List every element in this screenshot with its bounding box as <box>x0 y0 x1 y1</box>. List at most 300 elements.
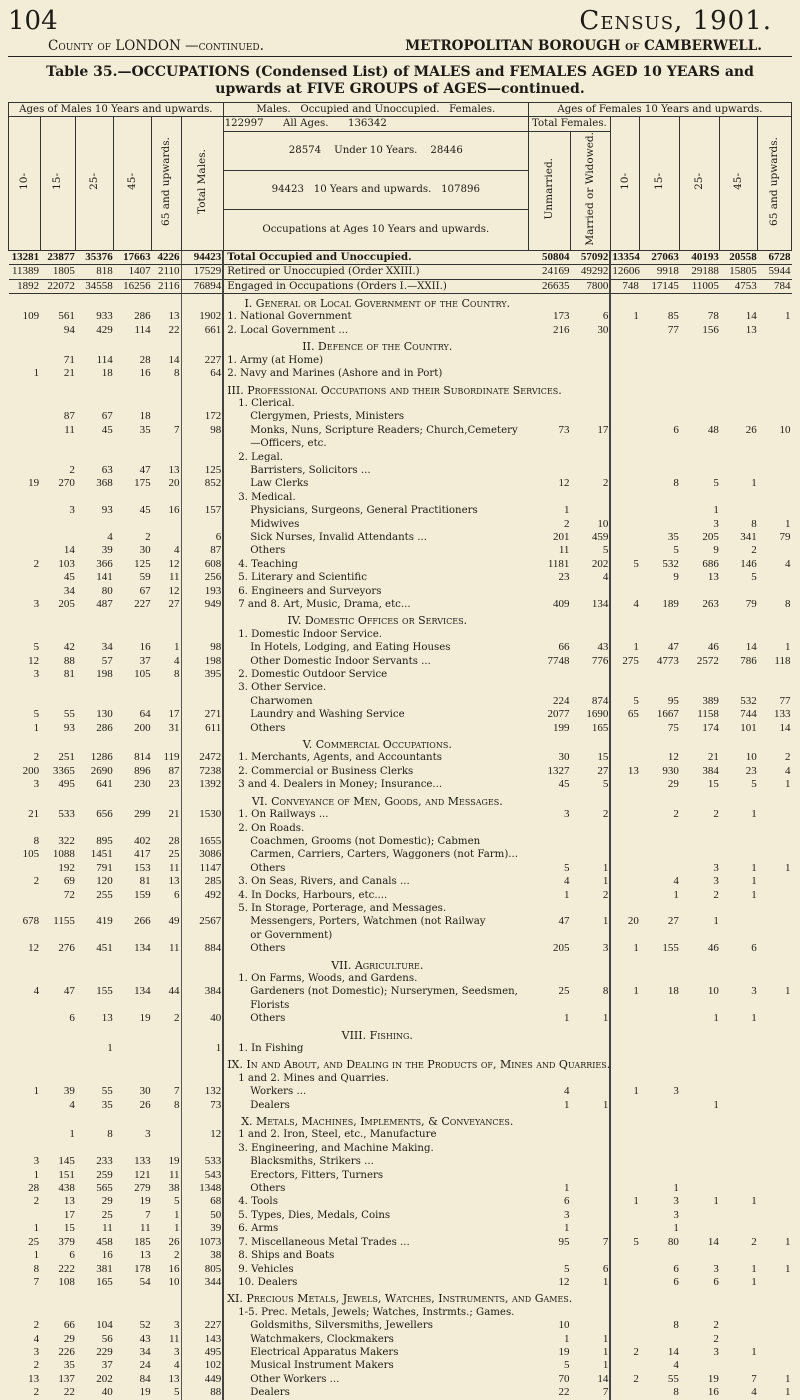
female-value <box>610 1359 639 1372</box>
male-value: 23877 <box>40 250 76 264</box>
female-value: 47 <box>667 641 679 654</box>
county-header <box>8 36 792 57</box>
occupation-name: Electrical Apparatus Makers <box>250 1346 399 1358</box>
male-value <box>40 1142 76 1155</box>
female-value <box>570 1169 610 1182</box>
female-value <box>758 808 792 821</box>
male-value: 12 <box>28 942 40 955</box>
section-title: XI. Precious Metals, Jewels, Watches, Instruments, and Games. <box>227 1292 573 1306</box>
female-value <box>758 902 792 915</box>
female-value <box>570 1222 610 1235</box>
female-value <box>758 1319 792 1332</box>
female-value <box>758 668 792 681</box>
under10-row: 28574 Under 10 Years. 28446 <box>223 131 528 170</box>
male-value: 2116 <box>152 279 181 293</box>
male-value: 19 <box>28 477 40 490</box>
male-value <box>9 889 41 902</box>
female-value: 1 <box>751 1275 757 1288</box>
females-label: Females. <box>449 104 496 115</box>
female-value <box>680 668 720 681</box>
female-value <box>610 668 639 681</box>
male-value: 11 <box>102 1222 113 1235</box>
male-value: 94423 <box>181 250 223 264</box>
male-value <box>9 1128 41 1141</box>
male-value <box>152 902 181 915</box>
male-value: 37 <box>139 654 151 667</box>
female-value <box>680 464 720 477</box>
female-value <box>610 1386 639 1399</box>
occupation-name: 2. Domestic Outdoor Service <box>238 669 388 681</box>
female-value <box>720 1142 758 1155</box>
female-value <box>610 1249 639 1262</box>
f-col-married: Married or Widowed. <box>570 131 610 250</box>
male-value: 43 <box>139 1332 151 1345</box>
female-value: 12606 <box>612 265 640 278</box>
female-value <box>680 628 720 641</box>
male-value: 80 <box>101 584 113 597</box>
male-value: 533 <box>58 808 75 821</box>
female-value: 27 <box>570 765 610 778</box>
female-value <box>758 1359 792 1372</box>
female-value <box>528 1072 570 1085</box>
female-value: 2 <box>713 888 719 901</box>
female-value <box>758 504 792 517</box>
male-value <box>9 972 41 985</box>
female-value: 7 <box>570 1386 610 1399</box>
occupation-name: 4. Tools <box>238 1196 278 1208</box>
occupation-name: Carmen, Carriers, Carters, Waggoners (not Farm)... <box>250 849 519 861</box>
male-value: 543 <box>181 1169 223 1182</box>
female-value <box>640 1099 680 1112</box>
female-value <box>720 1359 758 1372</box>
table-row <box>9 464 792 477</box>
male-value: 64 <box>139 708 151 721</box>
male-value <box>181 929 223 942</box>
female-value: 1181 <box>547 557 570 570</box>
female-value <box>610 1209 639 1222</box>
female-value <box>680 1042 720 1055</box>
female-value: 15 <box>707 778 719 791</box>
occupation-name: Others <box>250 862 286 874</box>
section-title: IX. In and About, and Dealing in the Products of, Mines and Quarries. <box>227 1058 611 1072</box>
male-value: 28 <box>152 835 181 848</box>
female-value: 23 <box>558 571 570 584</box>
male-value: 1407 <box>114 265 152 279</box>
female-value <box>528 410 570 423</box>
female-value <box>680 999 720 1012</box>
male-value: 1286 <box>90 751 113 764</box>
male-value: 109 <box>22 310 40 323</box>
male-value: 13 <box>152 875 181 888</box>
table-row <box>9 1386 792 1399</box>
female-value <box>680 1249 720 1262</box>
male-value <box>40 491 76 504</box>
female-value: 199 <box>552 721 570 734</box>
male-value: 3 <box>33 778 40 791</box>
section-heading <box>9 381 792 397</box>
male-value: 852 <box>181 477 223 490</box>
section-heading <box>9 735 792 751</box>
male-value: 155 <box>96 985 113 998</box>
female-value: 1 <box>751 808 757 821</box>
male-value: 3086 <box>181 848 223 861</box>
male-value: 125 <box>181 464 223 477</box>
male-value <box>152 822 181 835</box>
female-value <box>610 681 639 694</box>
female-value: 4 <box>570 571 610 584</box>
male-value: 1805 <box>40 265 76 279</box>
male-value: 233 <box>96 1155 113 1168</box>
occupation-name: Barristers, Solicitors ... <box>250 464 371 476</box>
female-value <box>528 848 570 861</box>
female-value <box>610 1142 639 1155</box>
female-value: 1 <box>785 1235 791 1248</box>
male-value <box>114 1042 152 1055</box>
female-value <box>610 437 639 450</box>
female-value: 2 <box>570 889 610 902</box>
male-value <box>152 397 181 410</box>
male-value: 2 <box>145 530 151 543</box>
female-value: 26635 <box>528 279 570 293</box>
table-title-line1: Table 35.—OCCUPATIONS (Condensed List) of MALES and FEMALES AGED 10 YEARS and <box>46 64 754 80</box>
female-value <box>528 1042 570 1055</box>
occupation-name: or Government) <box>250 929 333 941</box>
male-value: 1530 <box>181 808 223 821</box>
section-title: II. Defence of the Country. <box>302 340 453 354</box>
table-row <box>9 929 792 942</box>
male-value <box>181 1142 223 1155</box>
occupation-name: Messengers, Porters, Watchmen (not Railway <box>250 916 486 928</box>
female-value <box>680 835 720 848</box>
female-value: 224 <box>552 694 570 707</box>
male-value: 395 <box>181 668 223 681</box>
male-value <box>181 695 223 708</box>
male-value: 8 <box>33 1262 40 1275</box>
female-value <box>640 491 680 504</box>
male-value <box>9 354 41 367</box>
female-value <box>720 464 758 477</box>
male-value: 11389 <box>9 265 41 279</box>
female-value <box>758 397 792 410</box>
female-value: 5 <box>563 861 570 874</box>
male-value: 11 <box>152 1169 181 1182</box>
female-value <box>640 1042 680 1055</box>
table-row <box>9 765 792 778</box>
f-col-45: 45- <box>720 117 758 250</box>
male-value <box>9 437 41 450</box>
female-value: 686 <box>702 557 719 570</box>
table-row <box>9 1346 792 1359</box>
male-value: 26 <box>152 1236 181 1249</box>
table-row <box>9 1142 792 1155</box>
male-value <box>9 585 41 598</box>
female-value <box>610 1128 639 1141</box>
occupation-name: 2. Navy and Marines (Ashore and in Port) <box>227 368 443 380</box>
males-label: Males. <box>256 104 291 115</box>
table-row <box>9 942 792 955</box>
female-value: 4 <box>673 875 679 888</box>
female-value: 275 <box>622 654 639 667</box>
female-value: 1690 <box>570 708 610 721</box>
female-value <box>610 1222 639 1235</box>
occupation-name: 8. Ships and Boats <box>238 1250 335 1262</box>
section-heading <box>9 294 792 311</box>
male-value: 34558 <box>76 279 114 293</box>
male-value: 37 <box>101 1359 113 1372</box>
female-value: 14 <box>570 1373 610 1386</box>
male-value: 1 <box>33 1168 40 1181</box>
female-value <box>720 504 758 517</box>
occupation-name: 1. National Government <box>227 311 352 323</box>
male-value: 805 <box>181 1263 223 1276</box>
female-value <box>720 1306 758 1319</box>
male-value <box>152 1042 181 1055</box>
female-value: 5944 <box>758 265 792 279</box>
female-value <box>610 571 639 584</box>
male-value: 1 <box>69 1128 75 1141</box>
male-value: 4 <box>107 530 113 543</box>
table-row <box>9 1249 792 1262</box>
female-value <box>610 751 639 764</box>
male-value <box>114 1306 152 1319</box>
female-value: 1 <box>751 1262 757 1275</box>
male-value: 45 <box>63 571 75 584</box>
male-value: 29 <box>63 1332 75 1345</box>
female-value: 40193 <box>680 250 720 264</box>
female-value: 26 <box>745 423 757 436</box>
female-value: 202 <box>570 558 610 571</box>
female-value: 3 <box>713 517 719 530</box>
female-value <box>640 1012 680 1025</box>
male-value <box>76 1306 114 1319</box>
male-value: 157 <box>181 504 223 517</box>
table-row <box>9 324 792 337</box>
female-value <box>758 628 792 641</box>
male-value <box>76 822 114 835</box>
female-value: 3 <box>673 1208 679 1221</box>
female-value <box>640 1072 680 1085</box>
male-value <box>114 695 152 708</box>
female-value <box>610 835 639 848</box>
table-row <box>9 1099 792 1112</box>
male-value <box>152 410 181 423</box>
female-value <box>610 544 639 557</box>
female-value: 23 <box>745 764 757 777</box>
male-value: 22072 <box>40 279 76 293</box>
female-value <box>528 999 570 1012</box>
male-value: 67 <box>139 584 151 597</box>
female-value <box>680 1085 720 1098</box>
male-value: 192 <box>58 861 75 874</box>
female-value: 1 <box>563 1098 570 1111</box>
male-value: 19 <box>139 1386 151 1399</box>
male-value <box>76 695 114 708</box>
male-value: 16256 <box>114 279 152 293</box>
female-value <box>610 491 639 504</box>
female-value <box>528 451 570 464</box>
male-value <box>40 695 76 708</box>
borough-label: METROPOLITAN BOROUGH of CAMBERWELL. <box>405 38 762 54</box>
female-value <box>720 848 758 861</box>
female-value: 6 <box>751 942 757 955</box>
section-title: X. Metals, Machines, Implements, & Conveyances. <box>241 1115 514 1129</box>
female-value <box>528 585 570 598</box>
male-value: 178 <box>134 1262 151 1275</box>
female-value: 19 <box>707 1372 719 1385</box>
female-value: 1 <box>751 1345 757 1358</box>
female-value: 35 <box>667 530 679 543</box>
male-value: 19 <box>139 1012 151 1025</box>
occupation-name: 4. Teaching <box>238 558 298 570</box>
male-value: 44 <box>152 985 181 998</box>
male-value: 119 <box>152 751 181 764</box>
female-value <box>640 628 680 641</box>
male-value: 417 <box>134 848 151 861</box>
male-value: 3 <box>33 1345 40 1358</box>
female-value: 1667 <box>656 708 679 721</box>
occupation-name: 5. In Storage, Porterage, and Messages. <box>238 902 447 914</box>
section-heading <box>9 792 792 808</box>
male-value: 381 <box>96 1262 113 1275</box>
male-value: 120 <box>96 875 113 888</box>
male-value: 47 <box>63 985 75 998</box>
female-value: 4753 <box>720 279 758 293</box>
occupation-name: Others <box>250 1183 286 1195</box>
female-value <box>528 628 570 641</box>
section-title: I. General or Local Government of the Country. <box>244 297 511 311</box>
female-value <box>570 1319 610 1332</box>
male-value: 13 <box>152 464 181 477</box>
female-value <box>680 929 720 942</box>
female-value: 1 <box>633 641 639 654</box>
female-value <box>528 1249 570 1262</box>
table-row <box>9 451 792 464</box>
female-value: 27 <box>667 915 679 928</box>
section-title: VII. Agriculture. <box>331 958 424 972</box>
female-value <box>720 437 758 450</box>
female-value: 21 <box>707 751 719 764</box>
female-value <box>720 1099 758 1112</box>
female-value <box>758 477 792 490</box>
female-value <box>570 1195 610 1208</box>
female-value <box>528 1155 570 1168</box>
female-value: 85 <box>667 310 679 323</box>
male-value <box>76 437 114 450</box>
female-value <box>570 1182 610 1195</box>
female-value: 2 <box>785 751 791 764</box>
female-value <box>610 504 639 517</box>
male-value: 81 <box>139 875 151 888</box>
male-value <box>9 410 41 423</box>
female-value <box>610 1182 639 1195</box>
running-title: Census, 1901. <box>579 6 772 36</box>
male-value: 227 <box>181 354 223 367</box>
male-value: 611 <box>181 722 223 735</box>
male-value: 15 <box>63 1222 75 1235</box>
male-value: 193 <box>181 585 223 598</box>
occupation-name: Goldsmiths, Silversmiths, Jewellers <box>250 1320 433 1332</box>
female-value <box>720 1169 758 1182</box>
female-value: 65 <box>627 708 639 721</box>
female-value <box>758 437 792 450</box>
occupations-table <box>8 102 792 1400</box>
female-value: 134 <box>570 598 610 611</box>
female-value <box>528 681 570 694</box>
male-value: 4 <box>152 655 181 668</box>
f-col-65: 65 and upwards. <box>758 117 792 250</box>
male-value: 2 <box>152 1249 181 1262</box>
occupation-name: Sick Nurses, Invalid Attendants ... <box>250 531 427 543</box>
male-value: 895 <box>96 834 113 847</box>
female-value <box>640 518 680 531</box>
male-value: 22 <box>63 1386 75 1399</box>
female-value <box>758 1155 792 1168</box>
male-value: 98 <box>181 641 223 654</box>
female-value <box>570 1249 610 1262</box>
female-value <box>610 778 639 791</box>
male-value <box>40 999 76 1012</box>
female-value <box>680 1306 720 1319</box>
male-value: 185 <box>134 1235 151 1248</box>
male-value: 25 <box>101 1208 113 1221</box>
male-value: 13 <box>139 1249 151 1262</box>
female-value <box>758 410 792 423</box>
female-value <box>758 972 792 985</box>
male-value: 256 <box>181 571 223 584</box>
female-value <box>680 902 720 915</box>
male-value: 299 <box>134 808 151 821</box>
male-value: 8 <box>152 367 181 380</box>
female-value <box>610 1042 639 1055</box>
male-value: 8 <box>152 668 181 681</box>
female-value: 384 <box>702 764 719 777</box>
occupation-name: Other Workers ... <box>250 1373 340 1385</box>
male-value: 28 <box>28 1182 40 1195</box>
female-value <box>570 437 610 450</box>
male-value: 38 <box>152 1182 181 1195</box>
female-value: 4 <box>563 1085 570 1098</box>
male-value: 4 <box>33 985 40 998</box>
female-value <box>758 1085 792 1098</box>
female-value <box>610 1263 639 1276</box>
male-value: 6 <box>69 1012 75 1025</box>
table-row <box>9 695 792 708</box>
female-value <box>720 972 758 985</box>
occupation-name: Other Domestic Indoor Servants ... <box>250 655 431 667</box>
female-value <box>680 451 720 464</box>
female-value: 3 <box>713 861 719 874</box>
table-row <box>9 558 792 571</box>
female-value <box>528 929 570 942</box>
male-value <box>181 1072 223 1085</box>
female-value <box>720 1209 758 1222</box>
occupation-name: 5. Literary and Scientific <box>238 572 367 584</box>
male-value: 495 <box>181 1346 223 1359</box>
female-value: 78 <box>707 310 719 323</box>
male-value <box>152 929 181 942</box>
male-value: 114 <box>96 353 113 366</box>
female-value: 25 <box>558 985 570 998</box>
female-value: 1 <box>570 1099 610 1112</box>
table-row <box>9 1155 792 1168</box>
female-value <box>610 477 639 490</box>
male-value: 1 <box>152 1222 181 1235</box>
table-row <box>9 367 792 380</box>
female-value <box>610 585 639 598</box>
table-title-line2: upwards at FIVE GROUPS of AGES—continued. <box>215 81 585 97</box>
female-value: 3 <box>751 985 757 998</box>
male-value: 11 <box>152 1333 181 1346</box>
